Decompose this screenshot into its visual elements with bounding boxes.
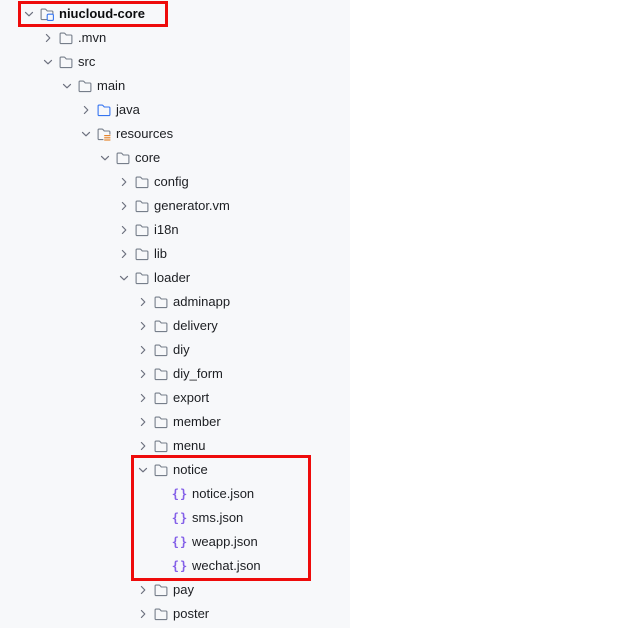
tree-row-weapp-json[interactable] [0, 530, 350, 554]
tree-item-label: weapp.json [192, 534, 258, 549]
chevron-right-icon[interactable] [135, 582, 151, 598]
tree-item-label: menu [173, 438, 206, 453]
chevron-spacer [154, 486, 170, 502]
chevron-down-icon[interactable] [78, 126, 94, 142]
folder-icon [153, 390, 169, 406]
chevron-right-icon[interactable] [116, 198, 132, 214]
chevron-down-icon[interactable] [21, 6, 37, 22]
folder-icon [153, 462, 169, 478]
chevron-right-icon[interactable] [116, 174, 132, 190]
chevron-right-icon[interactable] [135, 294, 151, 310]
project-folder-icon [39, 6, 55, 22]
folder-icon [134, 198, 150, 214]
folder-icon [153, 414, 169, 430]
chevron-right-icon[interactable] [116, 222, 132, 238]
chevron-right-icon[interactable] [116, 246, 132, 262]
tree-row-niucloud-core[interactable] [0, 2, 350, 26]
chevron-right-icon[interactable] [135, 342, 151, 358]
folder-icon [134, 174, 150, 190]
tree-item-label: export [173, 390, 210, 405]
chevron-right-icon[interactable] [135, 390, 151, 406]
chevron-right-icon[interactable] [135, 438, 151, 454]
folder-icon [153, 438, 169, 454]
tree-row-delivery[interactable] [0, 314, 350, 338]
chevron-right-icon[interactable] [135, 318, 151, 334]
tree-item-label: adminapp [173, 294, 231, 309]
chevron-spacer [154, 510, 170, 526]
folder-icon [134, 222, 150, 238]
folder-icon [153, 582, 169, 598]
tree-item-label: notice [173, 462, 208, 477]
chevron-down-icon[interactable] [97, 150, 113, 166]
tree-item-label: lib [154, 246, 168, 261]
chevron-down-icon[interactable] [59, 78, 75, 94]
chevron-right-icon[interactable] [135, 606, 151, 622]
chevron-spacer [154, 534, 170, 550]
tree-item-label: config [154, 174, 189, 189]
tree-row-lib[interactable] [0, 242, 350, 266]
tree-item-label: diy_form [173, 366, 223, 381]
tree-item-label: pay [173, 582, 194, 597]
tree-row--mvn[interactable] [0, 26, 350, 50]
folder-icon [153, 294, 169, 310]
chevron-right-icon[interactable] [135, 366, 151, 382]
tree-item-label: main [97, 78, 126, 93]
chevron-right-icon[interactable] [78, 102, 94, 118]
tree-row-java[interactable] [0, 98, 350, 122]
tree-item-label: core [135, 150, 161, 165]
tree-row-main[interactable] [0, 74, 350, 98]
folder-icon [134, 246, 150, 262]
tree-row-src[interactable] [0, 50, 350, 74]
tree-item-label: .mvn [78, 30, 107, 45]
tree-item-label: src [78, 54, 96, 69]
tree-row-adminapp[interactable] [0, 290, 350, 314]
tree-row-notice-json[interactable] [0, 482, 350, 506]
tree-row-i18n[interactable] [0, 218, 350, 242]
tree-row-sms-json[interactable] [0, 506, 350, 530]
tree-row-diy[interactable] [0, 338, 350, 362]
sources-folder-icon [96, 102, 112, 118]
chevron-down-icon[interactable] [116, 270, 132, 286]
folder-icon [153, 342, 169, 358]
tree-item-label: member [173, 414, 221, 429]
tree-row-notice[interactable] [0, 458, 350, 482]
folder-icon [58, 54, 74, 70]
tree-row-poster[interactable] [0, 602, 350, 626]
folder-icon [77, 78, 93, 94]
tree-item-label: wechat.json [192, 558, 261, 573]
json-icon: {} [171, 511, 189, 525]
tree-row-diy-form[interactable] [0, 362, 350, 386]
tree-item-label: delivery [173, 318, 218, 333]
folder-icon [58, 30, 74, 46]
tree-item-label: diy [173, 342, 190, 357]
tree-row-loader[interactable] [0, 266, 350, 290]
tree-row-resources[interactable] [0, 122, 350, 146]
chevron-right-icon[interactable] [135, 414, 151, 430]
folder-icon [153, 366, 169, 382]
tree-item-label: niucloud-core [59, 6, 145, 21]
tree-item-label: generator.vm [154, 198, 230, 213]
tree-row-export[interactable] [0, 386, 350, 410]
tree-row-core[interactable] [0, 146, 350, 170]
chevron-spacer [154, 558, 170, 574]
tree-row-menu[interactable] [0, 434, 350, 458]
folder-icon [115, 150, 131, 166]
folder-icon [153, 606, 169, 622]
folder-icon [134, 270, 150, 286]
folder-icon [153, 318, 169, 334]
tree-item-label: resources [116, 126, 174, 141]
tree-item-label: notice.json [192, 486, 255, 501]
json-icon: {} [171, 535, 189, 549]
tree-item-label: loader [154, 270, 191, 285]
tree-item-label: java [116, 102, 140, 117]
resources-folder-icon [96, 126, 112, 142]
tree-row-generator-vm[interactable] [0, 194, 350, 218]
tree-item-label: poster [173, 606, 210, 621]
chevron-down-icon[interactable] [40, 54, 56, 70]
chevron-right-icon[interactable] [40, 30, 56, 46]
chevron-down-icon[interactable] [135, 462, 151, 478]
tree-row-wechat-json[interactable] [0, 554, 350, 578]
tree-item-label: i18n [154, 222, 179, 237]
json-icon: {} [171, 487, 189, 501]
tree-item-label: sms.json [192, 510, 244, 525]
tree-row-config[interactable] [0, 170, 350, 194]
tree-row-member[interactable] [0, 410, 350, 434]
tree-row-pay[interactable] [0, 578, 350, 602]
json-icon: {} [171, 559, 189, 573]
